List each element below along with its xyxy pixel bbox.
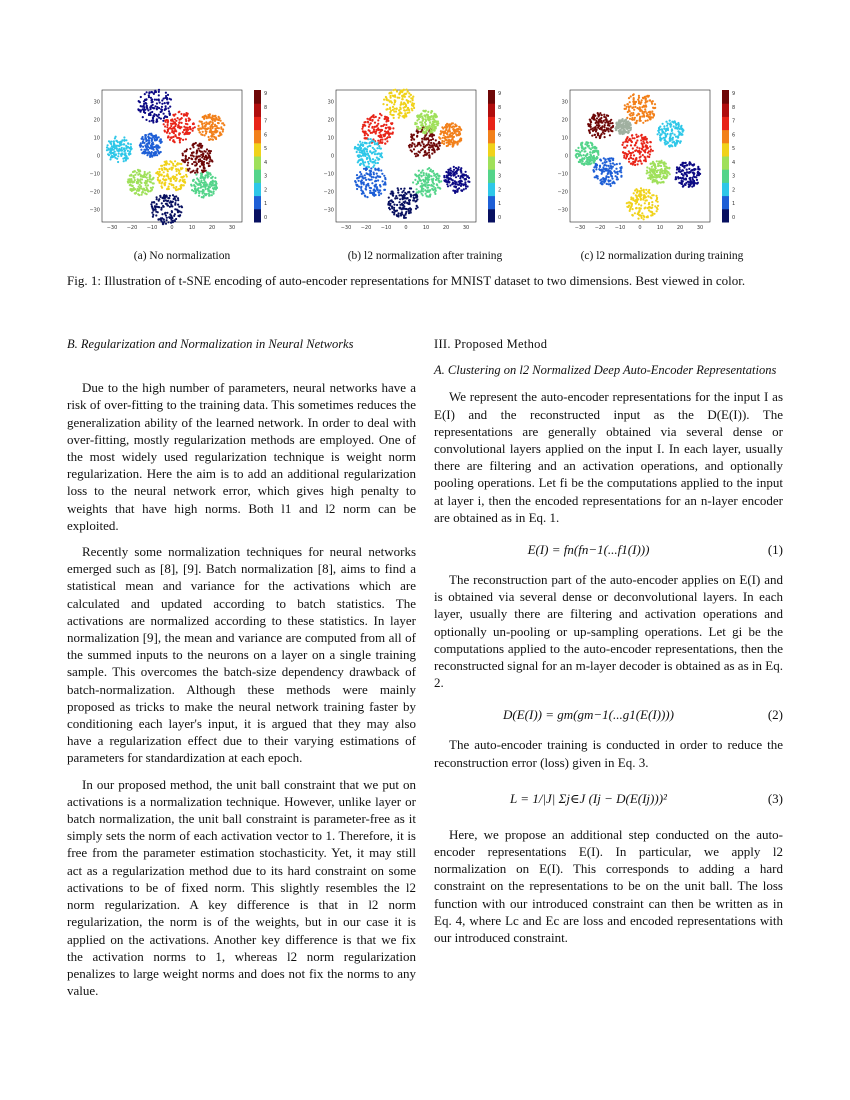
- paragraph: Due to the high number of parameters, neural networks have a risk of over-fitting to the training data. This sometimes reduces the generalization ability of the learned network. In order to deal with over-fitting, mostly regularization methods are employed. One of the most widely used regularization technique is weight norm regularization. Here the aim is to add an additional regularization loss to the neural network error, which gives high penalty to weights that have high norms. Both l1 and l2 norm can be exploited.: [67, 380, 416, 533]
- y-tick-label: −10: [323, 171, 334, 178]
- y-tick-label: 20: [93, 117, 100, 124]
- colorbar-tick: 3: [732, 173, 736, 180]
- paragraph: The auto-encoder training is conducted in order to reduce the reconstruction error (loss) given in Eq. 3.: [434, 737, 783, 770]
- colorbar-tick: 2: [732, 187, 736, 194]
- x-tick-label: 20: [208, 225, 216, 231]
- section-title-iii: III. Proposed Method: [434, 337, 548, 351]
- colorbar-segment: [488, 182, 495, 196]
- colorbar-segment: [722, 169, 729, 183]
- colorbar-tick: 4: [264, 159, 268, 166]
- colorbar-segment: [488, 90, 495, 104]
- section-heading-b: B. Regularization and Normalization in Neural Networks: [67, 337, 354, 351]
- y-tick-label: 20: [327, 117, 334, 124]
- x-tick-label: 0: [404, 225, 408, 231]
- colorbar-tick: 9: [264, 91, 268, 97]
- x-tick-label: 0: [170, 225, 174, 231]
- y-tick-label: 30: [93, 99, 100, 106]
- colorbar-tick: 5: [264, 146, 268, 153]
- left-column: [67, 336, 416, 1008]
- y-tick-label: 10: [93, 135, 100, 142]
- x-tick-label: −20: [126, 225, 138, 231]
- colorbar-segment: [722, 103, 729, 117]
- x-tick-label: 20: [676, 225, 684, 231]
- colorbar-tick: 8: [732, 104, 736, 111]
- subcaption-c: (c) l2 normalization during training: [580, 250, 744, 262]
- colorbar-segment: [722, 182, 729, 196]
- colorbar-tick: 6: [732, 132, 736, 139]
- y-tick-label: −20: [557, 189, 568, 196]
- colorbar-tick: 7: [264, 118, 268, 125]
- colorbar-tick: 0: [732, 215, 736, 221]
- x-tick-label: −30: [574, 225, 586, 231]
- subfigure-b: [322, 86, 512, 236]
- colorbar-segment: [254, 103, 261, 117]
- colorbar-tick: 9: [498, 91, 502, 97]
- x-tick-label: 10: [422, 225, 430, 231]
- colorbar-tick: 5: [732, 146, 736, 153]
- y-tick-label: 0: [564, 153, 568, 160]
- x-tick-label: −10: [146, 225, 158, 231]
- colorbar-segment: [488, 169, 495, 183]
- colorbar-tick: 3: [498, 173, 502, 180]
- colorbar-tick: 0: [264, 215, 268, 221]
- x-tick-label: 20: [442, 225, 450, 231]
- subcaption-b: (b) l2 normalization after training: [347, 250, 503, 262]
- equation-1-body: E(I) = fn(fn−1(...f1(I))): [527, 542, 650, 558]
- y-tick-label: −20: [323, 189, 334, 196]
- equation-1: [434, 535, 783, 565]
- x-tick-label: 30: [696, 225, 704, 231]
- colorbar-segment: [722, 116, 729, 130]
- colorbar-segment: [254, 196, 261, 210]
- equation-2: [434, 700, 783, 730]
- colorbar-tick: 8: [264, 104, 268, 111]
- colorbar-segment: [254, 130, 261, 144]
- equation-2-number: (2): [767, 707, 783, 723]
- colorbar-segment: [254, 143, 261, 157]
- equation-3-body: L = 1/|J| Σj∈J (Ij − D(E(Ij)))²: [510, 790, 667, 806]
- colorbar-segment: [254, 182, 261, 196]
- colorbar-segment: [254, 169, 261, 183]
- subcaption-a: (a) No normalization: [133, 250, 231, 262]
- y-tick-label: −30: [89, 207, 100, 214]
- colorbar-segment: [488, 196, 495, 210]
- equation-3: [434, 780, 783, 820]
- paragraph: Here, we propose an additional step conducted on the auto-encoder representations E(I). In particular, we apply l2 normalization on E(I). This corresponds to adding a hard constraint on the representations to be on the unit ball. The loss function with our introduced constraint can then be written as in Eq. 4, where Lc and Ec are loss and encoded representations with our introduced constraint.: [434, 826, 783, 946]
- colorbar-segment: [722, 209, 729, 223]
- y-tick-label: −30: [557, 207, 568, 214]
- x-tick-label: 10: [656, 225, 664, 231]
- colorbar-segment: [722, 143, 729, 157]
- y-tick-label: −10: [89, 171, 100, 178]
- colorbar-segment: [254, 209, 261, 223]
- subfigure-a: [88, 86, 278, 236]
- colorbar-tick: 4: [732, 159, 736, 166]
- y-tick-label: 0: [96, 153, 100, 160]
- y-tick-label: 20: [561, 117, 568, 124]
- colorbar-tick: 7: [732, 118, 736, 125]
- subfigure-c: [556, 86, 746, 236]
- colorbar-segment: [254, 90, 261, 104]
- tsne-plot-c: [556, 86, 746, 236]
- colorbar-tick: 4: [498, 159, 502, 166]
- colorbar-tick: 9: [732, 91, 736, 97]
- colorbar-tick: 8: [498, 104, 502, 111]
- y-tick-label: −30: [323, 207, 334, 214]
- x-tick-label: −10: [380, 225, 392, 231]
- y-tick-label: 0: [330, 153, 334, 160]
- paragraph: We represent the auto-encoder representations for the input I as E(I) and the reconstructed input as the D(E(I)). The representations are generally obtained via several dense or convolutional layers applied on the input I. In each layer, usually there are filtering and an activation operations, and optionally pooling operations. Let fi be the computations applied to the input at layer i, then the encoded representations for an n-layer encoder are obtained as in Eq. 1.: [434, 389, 783, 525]
- x-tick-label: 30: [228, 225, 236, 231]
- x-tick-label: −20: [360, 225, 372, 231]
- colorbar-segment: [722, 130, 729, 144]
- colorbar-segment: [488, 209, 495, 223]
- colorbar-segment: [488, 130, 495, 144]
- paragraph: Recently some normalization techniques for neural networks emerged such as [8], [9]. Batch normalization [8], aims to find a statistical mean and variance for the activations which are calculated and updated according to batch statistics. The activations are normalized according to these statistics. In layer normalization [9], the mean and variance are computed from all of the summed inputs to the neurons on a layer on a single training sample. This overcomes the batch-size dependency drawback of batch-normalization. Although these methods were mainly proposed as tricks to make the neural network training faster by conditioning each layer's input, it is argued that they may also have a regularization effect due to their varying estimations of parameters for standardization at each epoch.: [67, 544, 416, 766]
- colorbar-tick: 2: [264, 187, 268, 194]
- colorbar-tick: 0: [498, 215, 502, 221]
- y-tick-label: 10: [327, 135, 334, 142]
- colorbar-segment: [488, 143, 495, 157]
- colorbar-tick: 5: [498, 146, 502, 153]
- x-tick-label: −30: [106, 225, 118, 231]
- paragraph: In our proposed method, the unit ball constraint that we put on activations is a normalization technique. However, unlike layer or batch normalization, the unit ball constraint is parameter-free as it simply sets the norm of each activation vector to 1. Therefore, it is free from the parameter estimation stochasticity. Yet, it may still act as a regularization method due to its hard constraint on some activations to be of fixed norm. This slightly resembles the l2 norm regularization. A key difference is that in l2 norm regularization, the norm is of the weights, but in our case it is applied on the activations. Another key difference is that we fix the activation norms to 1, whereas l2 norm regularization penalizes to large weight norms and does not fix the norms to any value.: [67, 776, 416, 999]
- colorbar-tick: 1: [264, 201, 268, 208]
- equation-2-body: D(E(I)) = gm(gm−1(...g1(E(I)))): [503, 707, 674, 723]
- x-tick-label: 10: [188, 225, 196, 231]
- colorbar-tick: 6: [498, 132, 502, 139]
- colorbar-tick: 2: [498, 187, 502, 194]
- colorbar-tick: 3: [264, 173, 268, 180]
- y-tick-label: −20: [89, 189, 100, 196]
- tsne-plot-a: [88, 86, 278, 236]
- colorbar-segment: [488, 103, 495, 117]
- equation-3-number: (3): [767, 790, 783, 806]
- colorbar-segment: [488, 116, 495, 130]
- y-tick-label: −10: [557, 171, 568, 178]
- colorbar-segment: [488, 156, 495, 170]
- subsection-heading-a: A. Clustering on l2 Normalized Deep Auto-Encoder Representations: [434, 363, 777, 378]
- right-column: [434, 336, 783, 955]
- equation-1-number: (1): [767, 542, 783, 558]
- tsne-plot-b: [322, 86, 512, 236]
- paragraph: The reconstruction part of the auto-encoder applies on E(I) and is obtained via several dense or deconvolutional layers. In each layer, usually there are filtering and activation operations and optionally un-pooling or up-sampling operations. Let gi be the computations applied to the auto-encoder representations, then the reconstructed signal for an m-layer decoder is obtained as as in Eq. 2.: [434, 572, 783, 691]
- y-tick-label: 30: [327, 99, 334, 106]
- colorbar-tick: 1: [732, 201, 736, 208]
- colorbar-segment: [254, 156, 261, 170]
- x-tick-label: 0: [638, 225, 642, 231]
- colorbar-tick: 1: [498, 201, 502, 208]
- y-tick-label: 10: [561, 135, 568, 142]
- colorbar-tick: 6: [264, 132, 268, 139]
- figure-caption: Fig. 1: Illustration of t-SNE encoding of auto-encoder representations for MNIST dataset to two dimensions. Best viewed in color.: [67, 273, 746, 288]
- y-tick-label: 30: [561, 99, 568, 106]
- x-tick-label: 30: [462, 225, 470, 231]
- x-tick-label: −20: [594, 225, 606, 231]
- x-tick-label: −10: [614, 225, 626, 231]
- x-tick-label: −30: [340, 225, 352, 231]
- colorbar-segment: [722, 156, 729, 170]
- colorbar-segment: [722, 90, 729, 104]
- colorbar-segment: [254, 116, 261, 130]
- colorbar-tick: 7: [498, 118, 502, 125]
- colorbar-segment: [722, 196, 729, 210]
